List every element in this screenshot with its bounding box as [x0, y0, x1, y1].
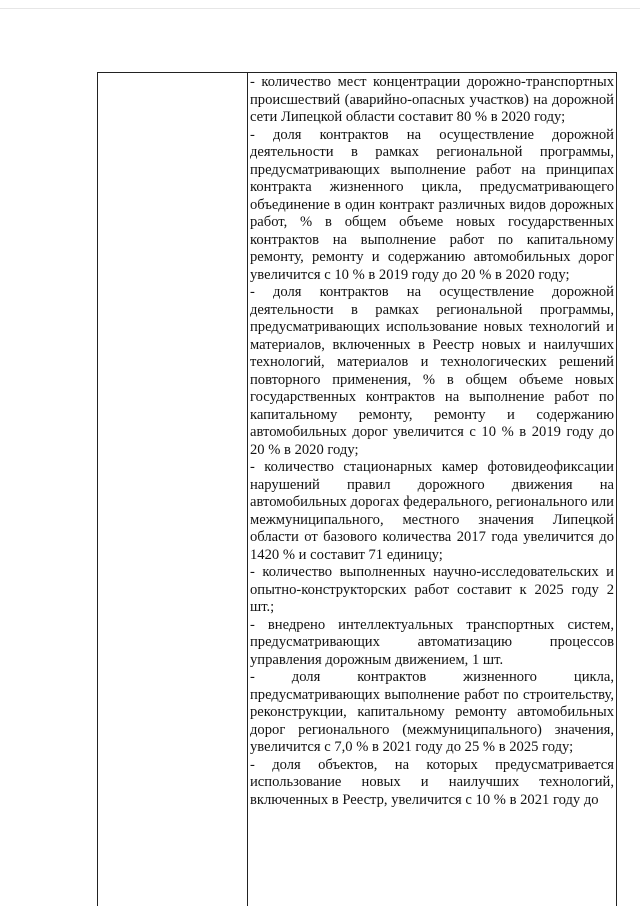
paragraph-photo-video-cameras: - количество стационарных камер фотовидеофиксации нарушений правил дорожного движения на автомобильных дорогах федерального, регионального или межмуниципального, местного значения Липецкой области от базового количества 2017 года увеличится до 1420 % и составит 71 единицу; — [250, 459, 614, 563]
table-left-column — [98, 73, 248, 906]
paragraph-objects-new-technologies: - доля объектов, на которых предусматривается использование новых и наилучших технологий, включенных в Реестр, увеличится с 10 % в 2021 году до — [250, 756, 614, 808]
paragraph-intelligent-transport-systems: - внедрено интеллектуальных транспортных систем, предусматривающих автоматизацию процессов управления дорожным движением, 1 шт. — [250, 616, 614, 668]
paragraph-new-technologies-contracts-share: - доля контрактов на осуществление дорожной деятельности в рамках региональной программы, предусматривающих использование новых технологий и материалов, включенных в Реестр новых и наилучших технологий, материалов и технологических решений повторного применения, % в общем объеме новых государственных контрактов на выполнение работ по капитальному ремонту, ремонту и содержанию автомобильных дорог увеличится с 10 % в 2019 году до 20 % в 2020 году; — [250, 284, 614, 458]
paragraph-research-works: - количество выполненных научно-исследовательских и опытно-конструкторских работ составит к 2025 году 2 шт.; — [250, 564, 614, 615]
scan-edge-line — [0, 8, 640, 9]
paragraph-lifecycle-contracts-share: - доля контрактов на осуществление дорожной деятельности в рамках региональной программы, предусматривающих выполнение работ на принципах контракта жизненного цикла, предусматривающего объединение в один контракт различных видов дорожных работ, % в общем объеме новых государственных контрактов на выполнение работ по капитальному ремонту, ремонту и содержанию автомобильных дорог увеличится с 10 % в 2019 году до 20 % в 2020 году; — [250, 126, 614, 283]
table-right-column — [248, 73, 616, 906]
paragraph-accident-locations: - количество мест концентрации дорожно-транспортных происшествий (аварийно-опасных участков) на дорожной сети Липецкой области составит 80 % в 2020 году; — [250, 74, 614, 125]
paragraph-lifecycle-contracts-regional-roads: - доля контрактов жизненного цикла, предусматривающих выполнение работ по строительству, реконструкции, капитальному ремонту автомобильных дорог регионального (межмуниципального) значения, увеличится с 7,0 % в 2021 году до 25 % в 2025 году; — [250, 669, 614, 755]
document-table — [97, 72, 617, 906]
